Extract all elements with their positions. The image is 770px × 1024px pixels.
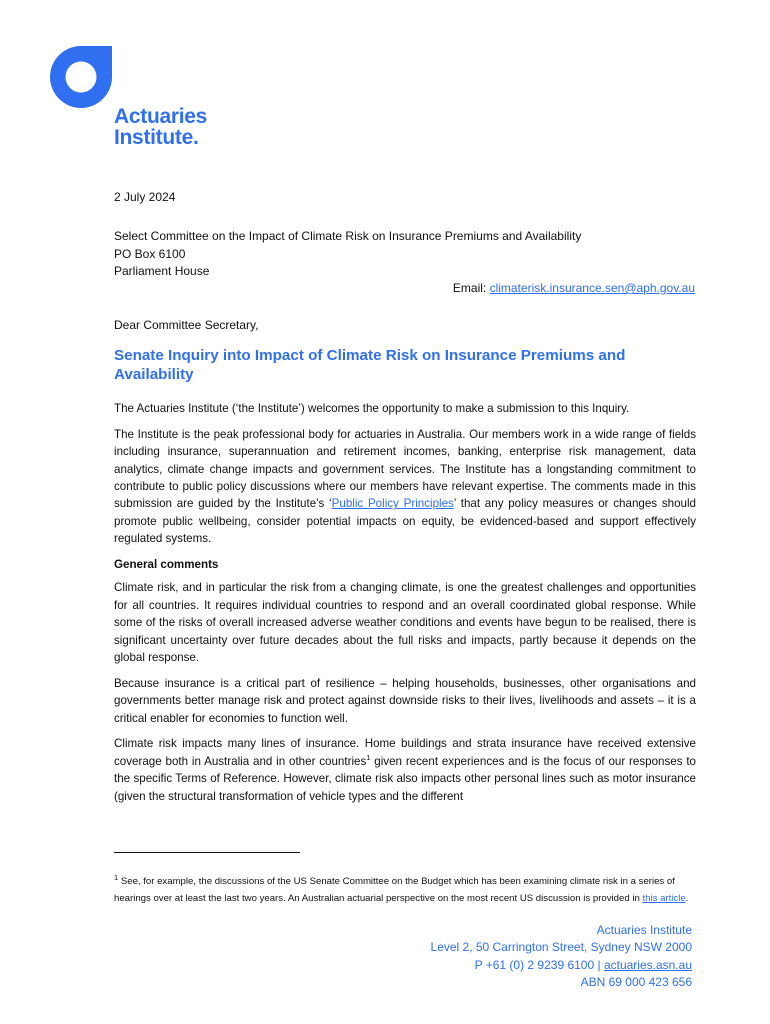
footnote-marker: 1 <box>114 872 119 882</box>
this-article-link[interactable]: this article <box>642 893 686 904</box>
paragraph-insurance-resilience: Because insurance is a critical part of resilience – helping households, businesses, other organisations and governments better manage risk and protect against downside risks to their lives, livelihoods and assets – it is a critical enabler for economies to function well. <box>114 676 696 725</box>
address-line-2: PO Box 6100 <box>114 246 186 261</box>
address-line-1: Select Committee on the Impact of Climate Risk on Insurance Premiums and Availability <box>114 229 582 243</box>
footnote-reference: 1 <box>366 753 371 763</box>
email-link[interactable]: climaterisk.insurance.sen@aph.gov.au <box>489 281 695 295</box>
logo-wordmark <box>114 106 207 148</box>
footer-phone: P +61 (0) 2 9239 6100 | <box>474 957 604 972</box>
actuaries-institute-logo-icon <box>50 46 112 108</box>
footer-address: Level 2, 50 Carrington Street, Sydney NSW 2000 <box>430 940 692 955</box>
recipient-address <box>114 228 581 281</box>
paragraph-climate-risk: Climate risk, and in particular the risk from a changing climate, is one the greatest challenges and opportunities for all countries. It requires individual countries to respond and an overall coordinated global response. While some of the risks of overall increased adverse weather conditions and events have begun to be realised, there is significant uncertainty over future decades about the full risks and impacts, partly because it depends on the global response. <box>114 581 696 665</box>
footer-contact <box>431 957 692 974</box>
footnote <box>114 873 696 907</box>
footnote-divider <box>114 852 300 853</box>
paragraph-intro: The Actuaries Institute (‘the Institute’) welcomes the opportunity to make a submission to this Inquiry. <box>114 402 630 415</box>
footnote-text-1: See, for example, the discussions of the US Senate Committee on the Budget which has been examining climate risk in a series of hearings over at least the last two years. An Australian actuarial perspective on the most recent US discussion is provided in <box>114 876 675 904</box>
letter-date: 2 July 2024 <box>114 190 176 204</box>
footer-abn: ABN 69 000 423 656 <box>580 975 692 990</box>
address-line-3: Parliament House <box>114 264 210 279</box>
logo-line-1: Actuaries <box>114 105 208 128</box>
paragraph-institute-text-1: The Institute is the peak professional body for actuaries in Australia. Our members work in a wide range of fields including insurance, superannuation and retirement incomes, banking, enterprise risk management, data analytics, climate change impacts and government services. The Institute has a longstanding commitment to contribute to public policy discussions where our members have relevant expertise. The comments made in this submission are guided by the Institute’s ‘ <box>114 427 696 511</box>
logo-line-2: Institute. <box>114 126 199 149</box>
page-footer <box>431 922 692 992</box>
paragraph-institute-text-2: ’ that any policy measures or changes should promote public wellbeing, consider potential impacts on equity, be evidenced-based and support effectively regulated systems. <box>114 497 696 546</box>
paragraph-lines-text-2: given recent experiences and is the focus of our responses to the specific Terms of Reference. However, climate risk also impacts other personal lines such as motor insurance (given the structural transformation of vehicle types and the different <box>114 754 697 803</box>
paragraph-lines-text-1: Climate risk impacts many lines of insurance. Home buildings and strata insurance have received extensive coverage both in Australia and in other countries <box>114 737 696 768</box>
document-title: Senate Inquiry into Impact of Climate Risk on Insurance Premiums and Availability <box>114 347 626 383</box>
footer-website-link[interactable]: actuaries.asn.au <box>603 957 692 972</box>
footnote-text-2: . <box>685 893 689 904</box>
paragraph-lines-of-insurance <box>114 735 696 805</box>
public-policy-principles-link[interactable]: Public Policy Principles <box>331 497 454 511</box>
letter-body <box>114 400 696 813</box>
email-line <box>453 280 695 298</box>
greeting: Dear Committee Secretary, <box>114 318 259 332</box>
footer-org: Actuaries Institute <box>596 923 692 937</box>
email-label: Email: <box>452 281 490 295</box>
paragraph-institute <box>114 426 696 548</box>
section-heading-general-comments: General comments <box>114 558 219 572</box>
